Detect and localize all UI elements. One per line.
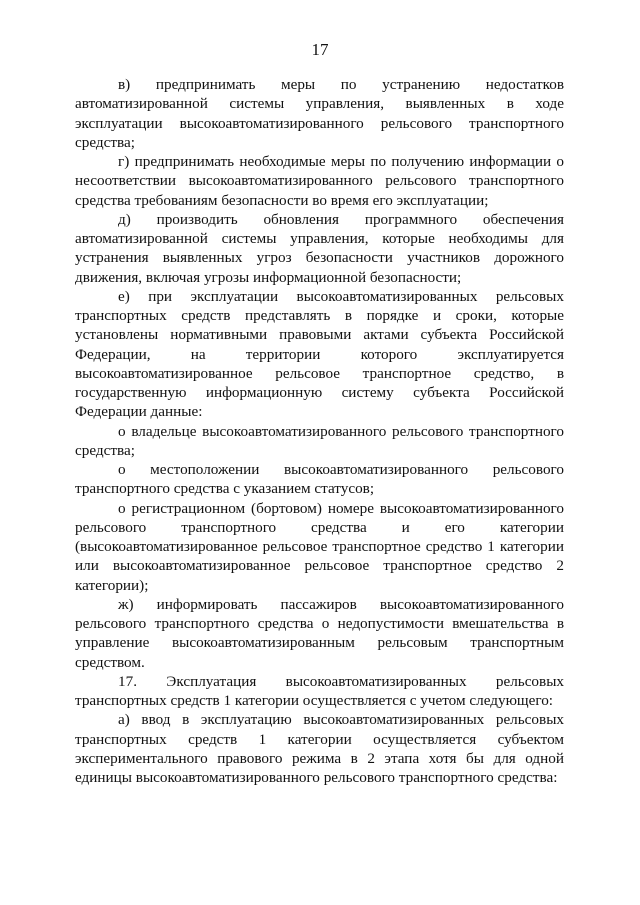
paragraph-section-17: 17. Эксплуатация высокоавтоматизированных рельсовых транспортных средств 1 категории осуществляется с учетом следующего:	[75, 672, 564, 709]
paragraph-owner-data: о владельце высокоавтоматизированного рельсового транспортного средства;	[75, 422, 564, 459]
paragraph-item-zh: ж) информировать пассажиров высокоавтоматизированного рельсового транспортного средства о недопустимости вмешательства в управление высокоавтоматизированным рельсовым транспортным средством.	[75, 595, 564, 671]
paragraph-item-g: г) предпринимать необходимые меры по получению информации о несоответствии высокоавтоматизированного рельсового транспортного средства требованиям безопасности во время его эксплуатации;	[75, 153, 564, 209]
paragraph-item-a: а) ввод в эксплуатацию высокоавтоматизированных рельсовых транспортных средств 1 категории осуществляется субъектом экспериментального правового режима в 2 этапа хотя бы для одной единицы высокоавтоматизированного рельсового транспортного средства:	[75, 711, 564, 786]
paragraph-location-data: о местоположении высокоавтоматизированного рельсового транспортного средства с указанием статусов;	[75, 461, 564, 498]
paragraph-item-e: е) при эксплуатации высокоавтоматизированных рельсовых транспортных средств представлять в порядке и сроки, которые установлены нормативными правовыми актами субъекта Российской Федерации, на территории которого эксплуатируется высокоавтоматизированное рельсовое транспортное средство, в государственную информационную систему субъекта Российской Федерации данные:	[75, 287, 564, 421]
document-body	[75, 75, 564, 787]
paragraph-registration-data: о регистрационном (бортовом) номере высокоавтоматизированного рельсового транспортного средства и его категории (высокоавтоматизированное рельсовое транспортное средство 1 категории или высокоавтоматизированное рельсовое транспортное средство 2 категории);	[75, 499, 564, 594]
page-number: 17	[311, 40, 329, 59]
paragraph-item-v: в) предпринимать меры по устранению недостатков автоматизированной системы управления, выявленных в ходе эксплуатации высокоавтоматизированного рельсового транспортного средства;	[75, 76, 564, 151]
paragraph-item-d: д) производить обновления программного обеспечения автоматизированной системы управления, которые необходимы для устранения выявленных угроз безопасности участников дорожного движения, включая угрозы информационной безопасности;	[75, 210, 564, 286]
